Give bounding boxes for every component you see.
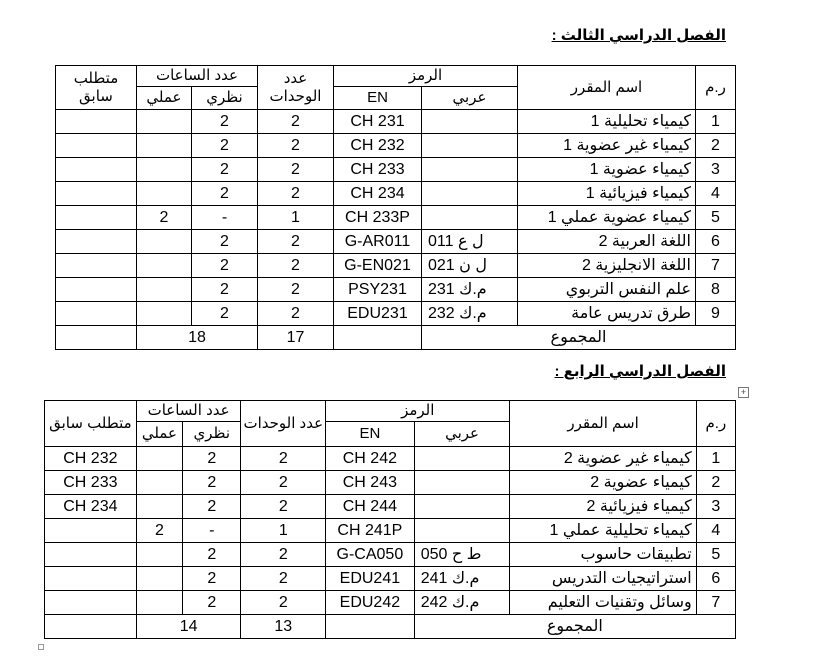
cell-num: 4	[696, 182, 736, 206]
cell-prereq	[45, 567, 137, 591]
cell-practical	[136, 447, 182, 471]
header-code-en: EN	[333, 87, 421, 110]
table-row	[55, 230, 735, 254]
total-label: المجموع	[422, 326, 736, 350]
cell-theory: 2	[183, 471, 241, 495]
cell-theory: 2	[183, 495, 241, 519]
cell-code-ar	[414, 495, 510, 519]
cell-prereq: CH 234	[45, 495, 137, 519]
table-resize-handle[interactable]	[38, 644, 44, 650]
cell-units: 2	[257, 110, 333, 134]
cell-practical	[136, 158, 191, 182]
cell-practical	[136, 543, 182, 567]
cell-code-ar: م.ك 242	[414, 591, 510, 615]
cell-num: 6	[696, 230, 736, 254]
cell-theory: -	[183, 519, 241, 543]
cell-code-en: CH 241P	[326, 519, 415, 543]
header-practical: عملي	[136, 422, 182, 447]
cell-prereq	[45, 519, 137, 543]
cell-units: 2	[241, 495, 326, 519]
cell-code-en: CH 233	[333, 158, 421, 182]
cell-num: 1	[696, 110, 736, 134]
cell-code-ar: ل ن 021	[422, 254, 518, 278]
cell-num: 9	[696, 302, 736, 326]
total-hours: 14	[136, 615, 241, 639]
cell-theory: 2	[191, 182, 257, 206]
header-prereq: متطلب سابق	[55, 66, 136, 110]
cell-num: 5	[696, 543, 735, 567]
header-hours: عدد الساعات	[136, 401, 241, 422]
cell-num: 3	[696, 495, 735, 519]
semester3-title: الفصل الدراسي الثالث :	[551, 27, 726, 44]
table-row	[55, 206, 735, 230]
cell-num: 7	[696, 591, 735, 615]
cell-practical	[136, 110, 191, 134]
header-units: عدد الوحدات	[241, 401, 326, 447]
cell-units: 2	[241, 591, 326, 615]
cell-code-en: G-EN021	[333, 254, 421, 278]
cell-units: 1	[257, 206, 333, 230]
cell-code-en: EDU241	[326, 567, 415, 591]
total-spacer	[326, 615, 415, 639]
cell-num: 1	[696, 447, 735, 471]
cell-code-en: CH 232	[333, 134, 421, 158]
cell-practical	[136, 591, 182, 615]
cell-practical: 2	[136, 519, 182, 543]
cell-course-name: اللغة الانجليزية 2	[518, 254, 696, 278]
cell-prereq	[55, 158, 136, 182]
cell-theory: 2	[191, 278, 257, 302]
cell-course-name: استراتيجيات التدريس	[510, 567, 696, 591]
cell-units: 2	[241, 567, 326, 591]
table-row	[45, 519, 736, 543]
cell-units: 2	[257, 302, 333, 326]
cell-prereq: CH 233	[45, 471, 137, 495]
cell-code-en: PSY231	[333, 278, 421, 302]
cell-theory: 2	[191, 302, 257, 326]
cell-course-name: وسائل وتقنيات التعليم	[510, 591, 696, 615]
total-hours: 18	[136, 326, 257, 350]
semester3-table	[55, 65, 736, 350]
cell-code-ar	[414, 519, 510, 543]
cell-code-ar	[422, 182, 518, 206]
header-units: عدد الوحدات	[257, 66, 333, 110]
table-row	[45, 543, 736, 567]
header-course-name: اسم المقرر	[510, 401, 696, 447]
cell-practical	[136, 471, 182, 495]
cell-theory: 2	[183, 567, 241, 591]
cell-prereq	[55, 302, 136, 326]
semester4-title: الفصل الدراسي الرابع :	[554, 363, 726, 380]
cell-units: 2	[241, 471, 326, 495]
cell-code-ar: م.ك 241	[414, 567, 510, 591]
cell-prereq: CH 232	[45, 447, 137, 471]
cell-num: 7	[696, 254, 736, 278]
cell-num: 4	[696, 519, 735, 543]
table-row	[55, 278, 735, 302]
total-prereq-empty	[55, 326, 136, 350]
cell-code-ar: ل ع 011	[422, 230, 518, 254]
cell-course-name: كيمياء تحليلية عملي 1	[510, 519, 696, 543]
cell-course-name: كيمياء عضوية 1	[518, 158, 696, 182]
cell-num: 5	[696, 206, 736, 230]
cell-prereq	[45, 543, 137, 567]
table-move-handle-icon[interactable]: +	[738, 387, 749, 398]
cell-practical	[136, 230, 191, 254]
cell-theory: 2	[191, 158, 257, 182]
header-hours: عدد الساعات	[136, 66, 257, 87]
cell-code-en: EDU231	[333, 302, 421, 326]
cell-practical: 2	[136, 206, 191, 230]
table-row	[45, 591, 736, 615]
table-row	[55, 302, 735, 326]
semester4-table	[44, 400, 736, 639]
cell-code-en: G-CA050	[326, 543, 415, 567]
cell-code-ar	[414, 447, 510, 471]
cell-practical	[136, 254, 191, 278]
cell-theory: 2	[191, 254, 257, 278]
total-units: 13	[241, 615, 326, 639]
cell-code-ar: م.ك 232	[422, 302, 518, 326]
cell-num: 2	[696, 134, 736, 158]
cell-code-ar	[422, 134, 518, 158]
cell-practical	[136, 182, 191, 206]
cell-course-name: علم النفس التربوي	[518, 278, 696, 302]
cell-theory: 2	[191, 134, 257, 158]
header-num: ر.م	[696, 401, 735, 447]
table-row	[55, 182, 735, 206]
cell-units: 2	[257, 134, 333, 158]
cell-course-name: تطبيقات حاسوب	[510, 543, 696, 567]
cell-practical	[136, 302, 191, 326]
cell-course-name: كيمياء عضوية عملي 1	[518, 206, 696, 230]
table-row	[45, 567, 736, 591]
header-code-ar: عربي	[414, 422, 510, 447]
cell-units: 2	[257, 158, 333, 182]
cell-num: 3	[696, 158, 736, 182]
cell-code-en: CH 244	[326, 495, 415, 519]
cell-units: 2	[257, 182, 333, 206]
cell-code-en: CH 231	[333, 110, 421, 134]
cell-code-en: CH 233P	[333, 206, 421, 230]
total-label: المجموع	[414, 615, 735, 639]
cell-practical	[136, 567, 182, 591]
header-prereq: متطلب سابق	[45, 401, 137, 447]
cell-course-name: اللغة العربية 2	[518, 230, 696, 254]
cell-code-en: EDU242	[326, 591, 415, 615]
cell-units: 2	[241, 543, 326, 567]
table-row	[55, 110, 735, 134]
total-spacer	[333, 326, 421, 350]
header-theory: نظري	[183, 422, 241, 447]
cell-code-en: CH 234	[333, 182, 421, 206]
cell-course-name: كيمياء غير عضوية 1	[518, 134, 696, 158]
table-row	[45, 471, 736, 495]
cell-units: 2	[257, 254, 333, 278]
cell-code-ar	[414, 471, 510, 495]
header-code: الرمز	[333, 66, 517, 87]
cell-code-ar: ط ح 050	[414, 543, 510, 567]
cell-course-name: كيمياء فيزيائية 1	[518, 182, 696, 206]
header-num: ر.م	[696, 66, 736, 110]
cell-course-name: طرق تدريس عامة	[518, 302, 696, 326]
cell-theory: 2	[191, 110, 257, 134]
cell-code-en: G-AR011	[333, 230, 421, 254]
table-row	[55, 254, 735, 278]
cell-units: 2	[257, 278, 333, 302]
cell-course-name: كيمياء تحليلية 1	[518, 110, 696, 134]
cell-prereq	[55, 206, 136, 230]
cell-code-en: CH 243	[326, 471, 415, 495]
cell-prereq	[55, 134, 136, 158]
cell-code-ar: م.ك 231	[422, 278, 518, 302]
cell-code-ar	[422, 110, 518, 134]
cell-prereq	[55, 254, 136, 278]
cell-theory: 2	[191, 230, 257, 254]
header-course-name: اسم المقرر	[518, 66, 696, 110]
header-practical: عملي	[136, 87, 191, 110]
cell-practical	[136, 495, 182, 519]
cell-practical	[136, 278, 191, 302]
header-code-en: EN	[326, 422, 415, 447]
cell-theory: 2	[183, 543, 241, 567]
cell-units: 2	[257, 230, 333, 254]
cell-prereq	[55, 230, 136, 254]
table-row	[55, 134, 735, 158]
header-theory: نظري	[191, 87, 257, 110]
cell-num: 2	[696, 471, 735, 495]
total-row	[55, 326, 735, 350]
total-row	[45, 615, 736, 639]
cell-units: 2	[241, 447, 326, 471]
cell-num: 8	[696, 278, 736, 302]
cell-prereq	[55, 110, 136, 134]
total-units: 17	[257, 326, 333, 350]
cell-code-ar	[422, 158, 518, 182]
cell-units: 1	[241, 519, 326, 543]
header-code: الرمز	[326, 401, 510, 422]
table-row	[45, 495, 736, 519]
cell-theory: 2	[183, 447, 241, 471]
cell-theory: -	[191, 206, 257, 230]
cell-course-name: كيمياء غير عضوية 2	[510, 447, 696, 471]
cell-practical	[136, 134, 191, 158]
cell-prereq	[55, 278, 136, 302]
cell-code-ar	[422, 206, 518, 230]
cell-num: 6	[696, 567, 735, 591]
cell-theory: 2	[183, 591, 241, 615]
header-code-ar: عربي	[422, 87, 518, 110]
table-row	[45, 447, 736, 471]
table-row	[55, 158, 735, 182]
cell-course-name: كيمياء فيزيائية 2	[510, 495, 696, 519]
cell-course-name: كيمياء عضوية 2	[510, 471, 696, 495]
cell-code-en: CH 242	[326, 447, 415, 471]
total-prereq-empty	[45, 615, 137, 639]
cell-prereq	[45, 591, 137, 615]
cell-prereq	[55, 182, 136, 206]
